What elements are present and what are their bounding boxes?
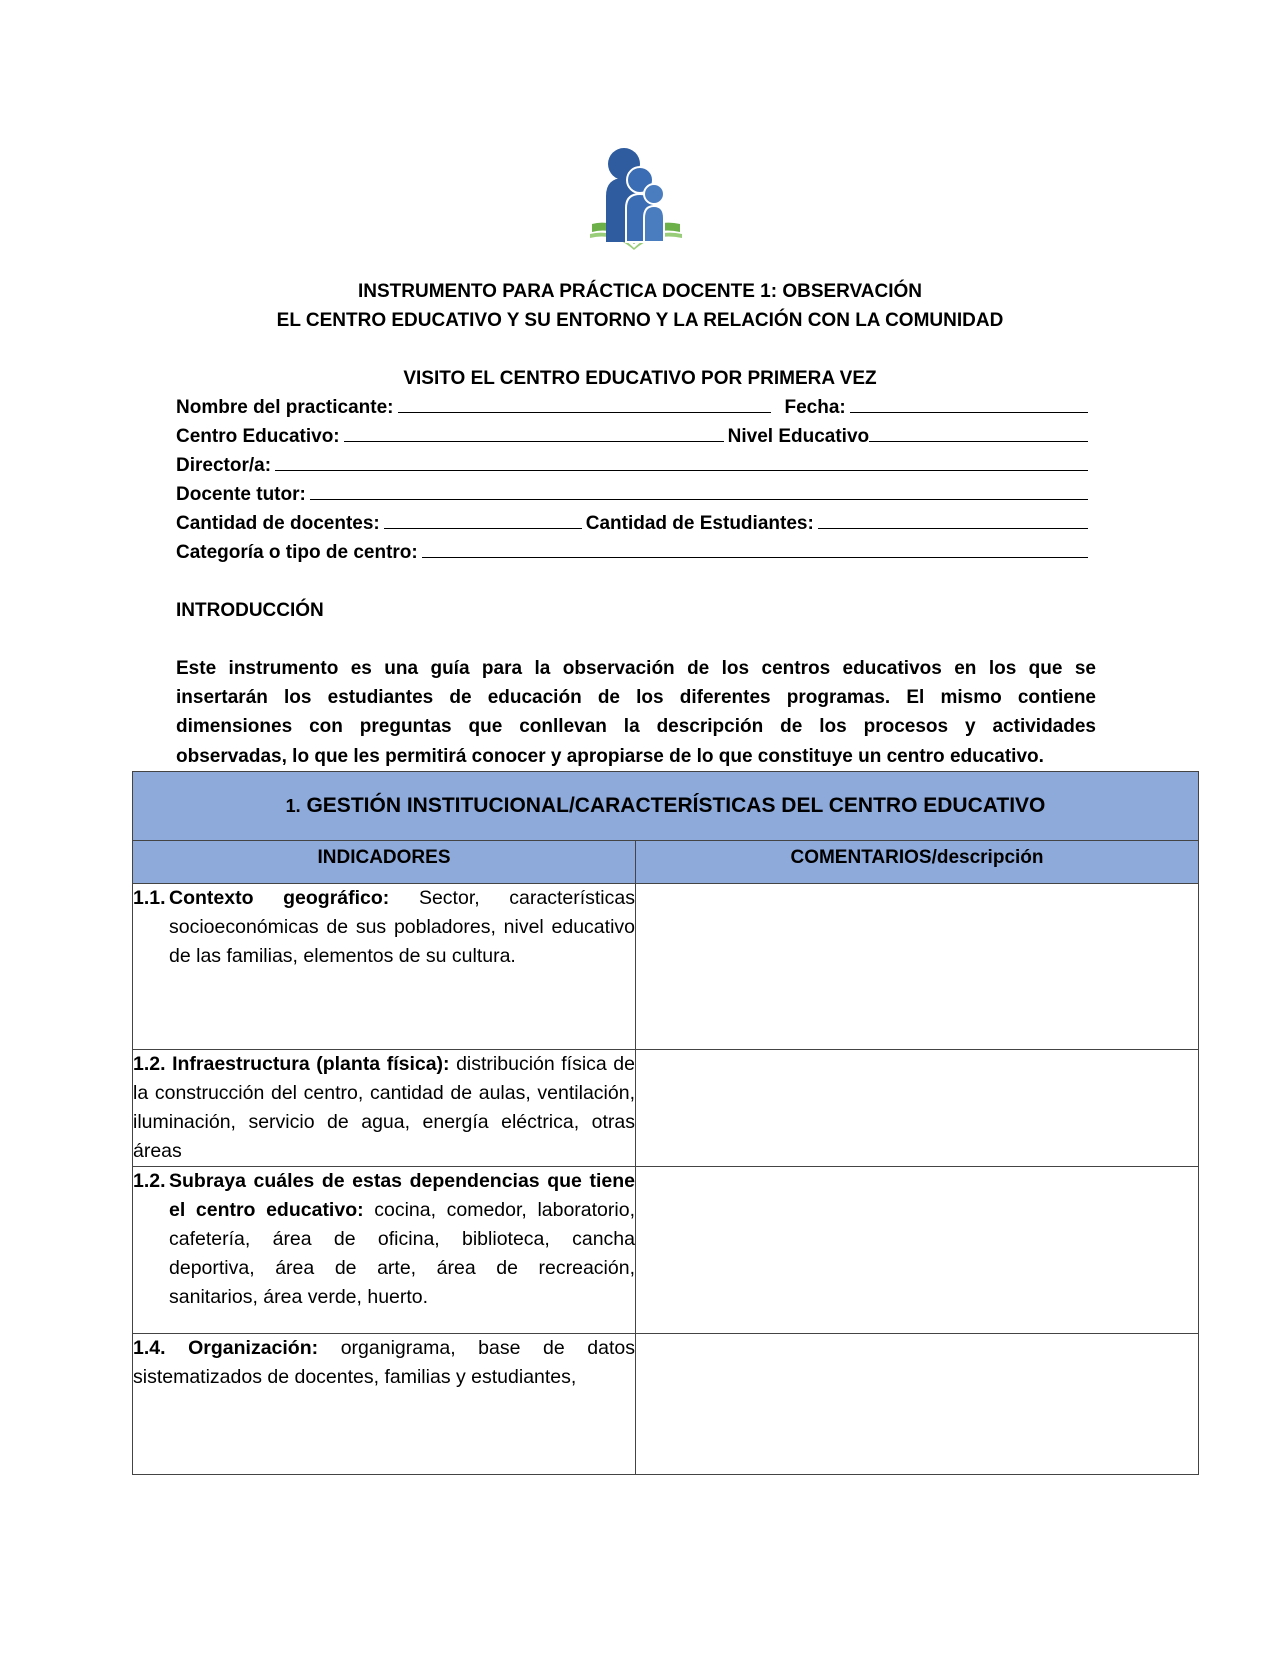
column-header-comentarios: COMENTARIOS/descripción (636, 841, 1199, 884)
indicator-text: Sector, características socioeconómicas de sus pobladores, nivel educativo de las familias, elementos de su cultura. (169, 887, 635, 967)
intro-line: Este instrumento es una guía para la observación de los centros educativos en los que se (176, 658, 1096, 679)
table-section-title (133, 772, 1199, 841)
indicator-number: 1.1. (133, 887, 166, 909)
indicator-text: cocina, comedor, laboratorio, cafetería, área de oficina, biblioteca, cancha deportiva, área de arte, área de recreación, sanitarios, área verde, huerto. (169, 1199, 635, 1308)
centro-label: Centro Educativo: (176, 426, 340, 447)
indicator-text: organigrama, base de datos sistematizados de docentes, familias y estudiantes, (133, 1337, 635, 1388)
intro-line: observadas, lo que les permitirá conocer y apropiarse de lo que constituye un centro educativo. (176, 745, 1044, 767)
comment-cell[interactable] (636, 1050, 1199, 1167)
form-fields (176, 393, 1088, 567)
nivel-label: Nivel Educativo (727, 426, 870, 447)
comment-cell[interactable] (636, 884, 1199, 1050)
document-title: INSTRUMENTO PARA PRÁCTICA DOCENTE 1: OBSERVACIÓN (357, 281, 923, 302)
intro-paragraph (176, 654, 1096, 771)
director-label: Director/a: (176, 455, 272, 476)
section-heading-visit: VISITO EL CENTRO EDUCATIVO POR PRIMERA VEZ (403, 368, 877, 389)
comment-cell[interactable] (636, 1167, 1199, 1334)
indicator-number: 1.2. (133, 1170, 166, 1192)
indicator-label: Contexto geográfico: (169, 887, 390, 909)
categoria-label: Categoría o tipo de centro: (176, 542, 418, 563)
table-row (133, 1050, 1199, 1167)
director-field[interactable] (275, 451, 1088, 471)
row-categoria (176, 538, 1088, 567)
centro-field[interactable] (344, 422, 724, 442)
row-director (176, 451, 1088, 480)
indicator-label: Infraestructura (planta física): (172, 1053, 450, 1075)
indicator-text: distribución física de la construcción del centro, cantidad de aulas, ventilación, iluminación, servicio de agua, energía eléctrica, otras áreas (133, 1053, 635, 1162)
ministry-logo-icon (588, 146, 684, 250)
indicator-number: 1.4. (133, 1337, 166, 1359)
document-subtitle: EL CENTRO EDUCATIVO Y SU ENTORNO Y LA RELACIÓN CON LA COMUNIDAD (276, 310, 1004, 331)
estudiantes-field[interactable] (818, 509, 1088, 529)
row-tutor (176, 480, 1088, 509)
column-header-indicadores: INDICADORES (133, 841, 636, 884)
indicator-label: Subraya cuáles de estas dependencias que tiene el centro educativo: (169, 1170, 635, 1221)
table-row (133, 884, 1199, 1050)
indicator-number: 1.2. (133, 1053, 166, 1075)
intro-line: insertarán los estudiantes de educación de los diferentes programas. El mismo contiene (176, 687, 1096, 709)
categoria-field[interactable] (422, 538, 1088, 558)
nombre-label: Nombre del practicante: (176, 397, 394, 418)
indicator-label: Organización: (188, 1337, 319, 1359)
comment-cell[interactable] (636, 1334, 1199, 1475)
table-row (133, 1167, 1199, 1334)
section-number: 1. (285, 796, 301, 816)
tutor-field[interactable] (310, 480, 1088, 500)
tutor-label: Docente tutor: (176, 484, 306, 505)
indicator-cell (133, 884, 636, 1050)
row-cantidades (176, 509, 1088, 538)
nombre-field[interactable] (398, 393, 771, 413)
intro-line: dimensiones con preguntas que conllevan la descripción de los procesos y actividades (176, 716, 1096, 738)
indicator-cell (133, 1167, 636, 1334)
fecha-field[interactable] (850, 393, 1088, 413)
indicators-table (132, 771, 1199, 1475)
indicator-cell (133, 1334, 636, 1475)
table-row (133, 1334, 1199, 1475)
nivel-field[interactable] (869, 422, 1088, 442)
docentes-label: Cantidad de docentes: (176, 513, 380, 534)
row-centro-nivel (176, 422, 1088, 451)
indicator-cell (133, 1050, 636, 1167)
estudiantes-label: Cantidad de Estudiantes: (585, 513, 814, 534)
row-nombre-fecha (176, 393, 1088, 422)
intro-heading: INTRODUCCIÓN (176, 600, 324, 621)
docentes-field[interactable] (384, 509, 582, 529)
fecha-label: Fecha: (784, 397, 846, 418)
section-title: GESTIÓN INSTITUCIONAL/CARACTERÍSTICAS DEL CENTRO EDUCATIVO (306, 794, 1046, 817)
